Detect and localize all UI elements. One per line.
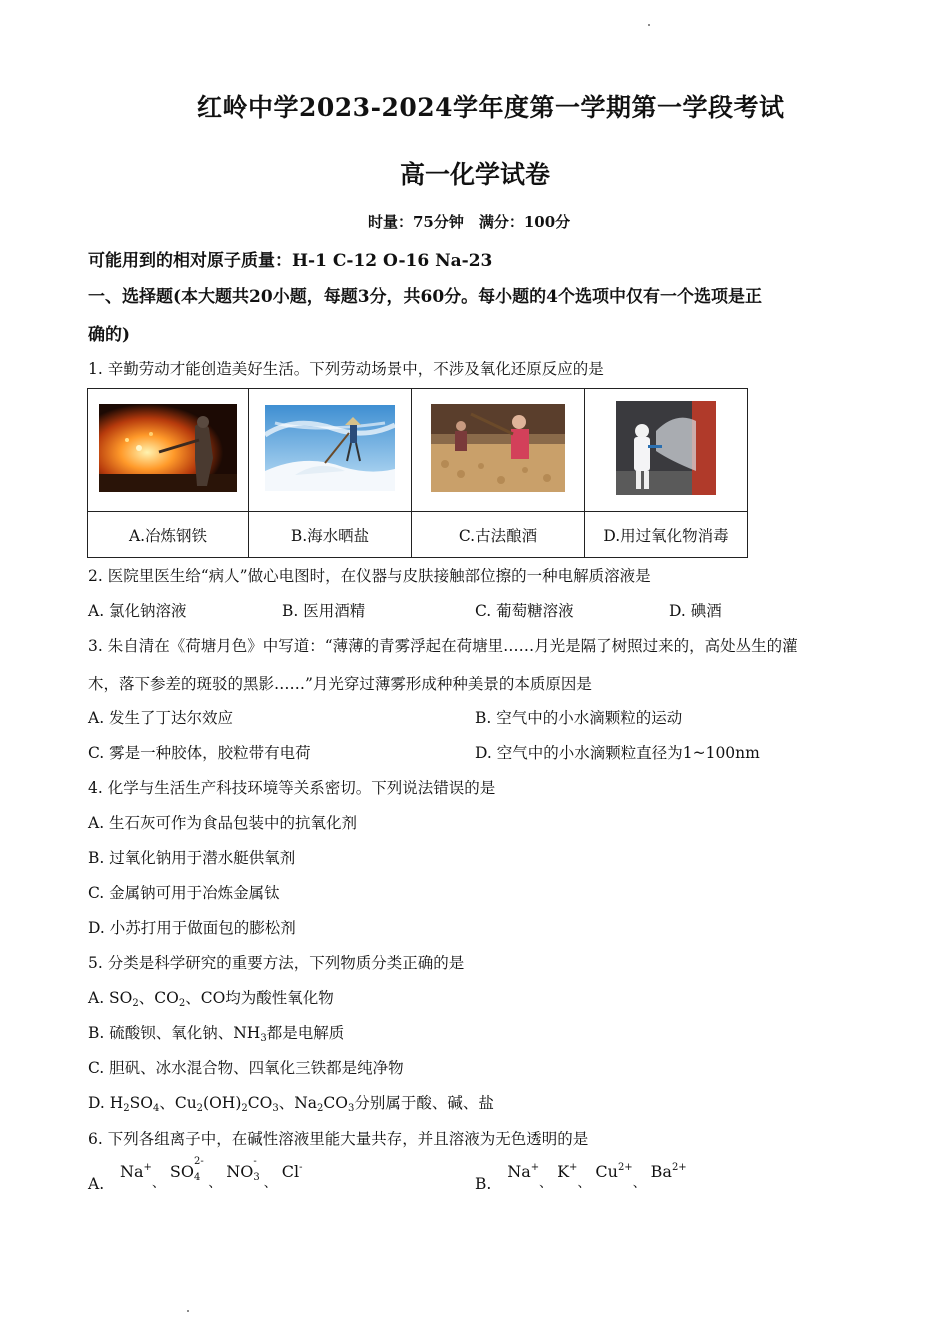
ion-charge: + (569, 1162, 578, 1173)
q6a-sep-1: 、 (151, 1176, 165, 1191)
q6a-ion-3 (226, 1156, 260, 1183)
scan-dot (648, 24, 650, 26)
q5-option-b[interactable] (88, 1021, 344, 1044)
q5d-sub-3: 2 (241, 1103, 248, 1114)
q5d-sub-2: 2 (196, 1103, 204, 1114)
ion-charge: + (143, 1162, 152, 1173)
ion-base: Cu (595, 1162, 618, 1181)
q5d-text-6: CO (323, 1094, 348, 1112)
q1-stem: 1. 辛勤劳动才能创造美好生活。下列劳动场景中，不涉及氧化还原反应的是 (88, 360, 604, 378)
q6a-ion-4 (282, 1162, 303, 1181)
q1-cell-b-image (249, 389, 412, 512)
q2-option-a[interactable]: A. 氯化钠溶液 (88, 602, 187, 620)
q5a-sub-2: 2 (178, 998, 186, 1009)
ion-base: NO (226, 1162, 254, 1181)
q5a-text-2: 、CO (138, 989, 179, 1007)
ion-subscript: 4 (193, 1172, 201, 1183)
q3-option-c[interactable]: C. 雾是一种胶体，胶粒带有电荷 (88, 744, 311, 762)
q5-option-a[interactable] (88, 986, 334, 1009)
q1-cell-d-image (585, 389, 748, 512)
q6a-label: A. (88, 1175, 105, 1193)
q5-option-d[interactable] (88, 1091, 494, 1114)
q4-option-c[interactable]: C. 金属钠可用于冶炼金属钛 (88, 884, 280, 902)
q6b-sep-3: 、 (632, 1176, 646, 1191)
section-heading-line1: 一、选择题(本大题共20小题，每题3分，共60分。每小题的4个选项中仅有一个选项是正 (88, 287, 763, 307)
q5d-text-3: (OH) (203, 1094, 242, 1112)
q5-option-c[interactable]: C. 胆矾、冰水混合物、四氧化三铁都是纯净物 (88, 1059, 404, 1077)
q3-stem-line1: 3. 朱自清在《荷塘月色》中写道：“薄薄的青雾浮起在荷塘里……月光是隔了树照过来的，高处丛生的灌 (88, 637, 798, 655)
q5b-sub-1: 3 (260, 1033, 267, 1044)
atomic-masses: 可能用到的相对原子质量：H-1 C-12 O-16 Na-23 (88, 251, 493, 271)
q6a-sep-3: 、 (263, 1176, 277, 1191)
q2-option-b[interactable]: B. 医用酒精 (282, 602, 366, 620)
ion-base: Ba (650, 1162, 672, 1181)
q4-option-d[interactable]: D. 小苏打用于做面包的膨松剂 (88, 919, 296, 937)
q6b-ion-2 (557, 1162, 577, 1181)
q6b-ion-4 (651, 1162, 687, 1181)
q5d-text-2: 、Cu (159, 1094, 197, 1112)
q5b-text-1: B. 硫酸钡、氧化钠、NH (88, 1024, 261, 1042)
scan-dot (187, 1310, 189, 1312)
q6a-sep-2: 、 (208, 1176, 222, 1191)
ion-charge: - (299, 1162, 303, 1173)
exam-title: 红岭中学2023-2024学年度第一学期第一学段考试 (197, 93, 785, 122)
q6b-ion-1 (507, 1162, 539, 1181)
q3-option-b[interactable]: B. 空气中的小水滴颗粒的运动 (475, 709, 683, 727)
q3-stem-line2: 木，落下参差的斑驳的黑影……”月光穿过薄雾形成种种美景的本质原因是 (88, 675, 592, 693)
exam-subtitle: 高一化学试卷 (400, 160, 551, 189)
q5d-text-0: D. H (88, 1094, 124, 1112)
ion-base: Cl (281, 1162, 300, 1181)
q3-option-a[interactable]: A. 发生了丁达尔效应 (88, 709, 234, 727)
q4-stem: 4. 化学与生活生产科技环境等关系密切。下列说法错误的是 (88, 779, 496, 797)
q5a-text-1: A. SO (88, 989, 133, 1007)
q5d-text-1: SO (129, 1094, 153, 1112)
ion-charge: - (253, 1156, 257, 1167)
ion-subscript: 3 (253, 1172, 260, 1183)
ion-charge: 2- (193, 1156, 204, 1167)
ion-base: Na (507, 1162, 531, 1181)
q6a-ion-2 (169, 1156, 204, 1183)
sea-salt-drying-photo (265, 405, 395, 491)
ion-charge: 2+ (617, 1162, 633, 1173)
q6b-label: B. (475, 1175, 492, 1193)
ion-base: K (557, 1162, 570, 1181)
q1-option-b[interactable]: B.海水晒盐 (249, 512, 412, 558)
q6b-sep-2: 、 (577, 1176, 591, 1191)
q6-stem: 6. 下列各组离子中，在碱性溶液里能大量共存，并且溶液为无色透明的是 (88, 1130, 589, 1148)
q6b-sep-1: 、 (539, 1176, 553, 1191)
q5d-text-5: 、Na (278, 1094, 318, 1112)
q2-stem: 2. 医院里医生给“病人”做心电图时，在仪器与皮肤接触部位擦的一种电解质溶液是 (88, 567, 651, 585)
q1-cell-c-image (412, 389, 585, 512)
q4-option-b[interactable]: B. 过氧化钠用于潜水艇供氧剂 (88, 849, 296, 867)
q3-option-d[interactable]: D. 空气中的小水滴颗粒直径为1~100nm (475, 744, 760, 762)
section-heading-line2: 确的) (88, 325, 131, 345)
steel-smelting-photo (99, 404, 237, 492)
q1-option-d[interactable]: D.用过氧化物消毒 (585, 512, 748, 558)
q6a-ion-1 (120, 1162, 152, 1181)
q4-option-a[interactable]: A. 生石灰可作为食品包装中的抗氧化剂 (88, 814, 358, 832)
q5d-sub-4: 3 (272, 1103, 279, 1114)
ion-base: Na (120, 1162, 144, 1181)
ion-charge: 2+ (671, 1162, 687, 1173)
q5d-sub-1: 4 (152, 1103, 160, 1114)
q1-option-a[interactable]: A.冶炼钢铁 (88, 512, 249, 558)
ion-base: SO (169, 1162, 194, 1181)
q5a-text-3: 、CO均为酸性氧化物 (185, 989, 334, 1007)
q1-option-c[interactable]: C.古法酿酒 (412, 512, 585, 558)
exam-meta: 时量：75分钟 满分：100分 (368, 213, 571, 231)
q5d-sub-0: 2 (123, 1103, 130, 1114)
q5d-sub-5: 2 (317, 1103, 324, 1114)
q6b-ion-3 (595, 1162, 632, 1181)
q5d-text-4: CO (247, 1094, 273, 1112)
q5d-sub-6: 3 (347, 1103, 355, 1114)
q5d-text-7: 分别属于酸、碱、盐 (354, 1094, 494, 1112)
q5b-text-2: 都是电解质 (266, 1024, 345, 1042)
peroxide-disinfection-photo (616, 401, 716, 495)
q1-cell-a-image (88, 389, 249, 512)
q5-stem: 5. 分类是科学研究的重要方法，下列物质分类正确的是 (88, 954, 465, 972)
q6-option-a[interactable] (88, 1156, 303, 1193)
q6-option-b[interactable] (475, 1162, 687, 1193)
q2-option-d[interactable]: D. 碘酒 (669, 602, 722, 620)
q5a-sub-1: 2 (132, 998, 139, 1009)
q1-options-table (87, 388, 748, 558)
q2-option-c[interactable]: C. 葡萄糖溶液 (475, 602, 574, 620)
ion-charge: + (530, 1162, 540, 1173)
ancient-winemaking-photo (431, 404, 565, 492)
